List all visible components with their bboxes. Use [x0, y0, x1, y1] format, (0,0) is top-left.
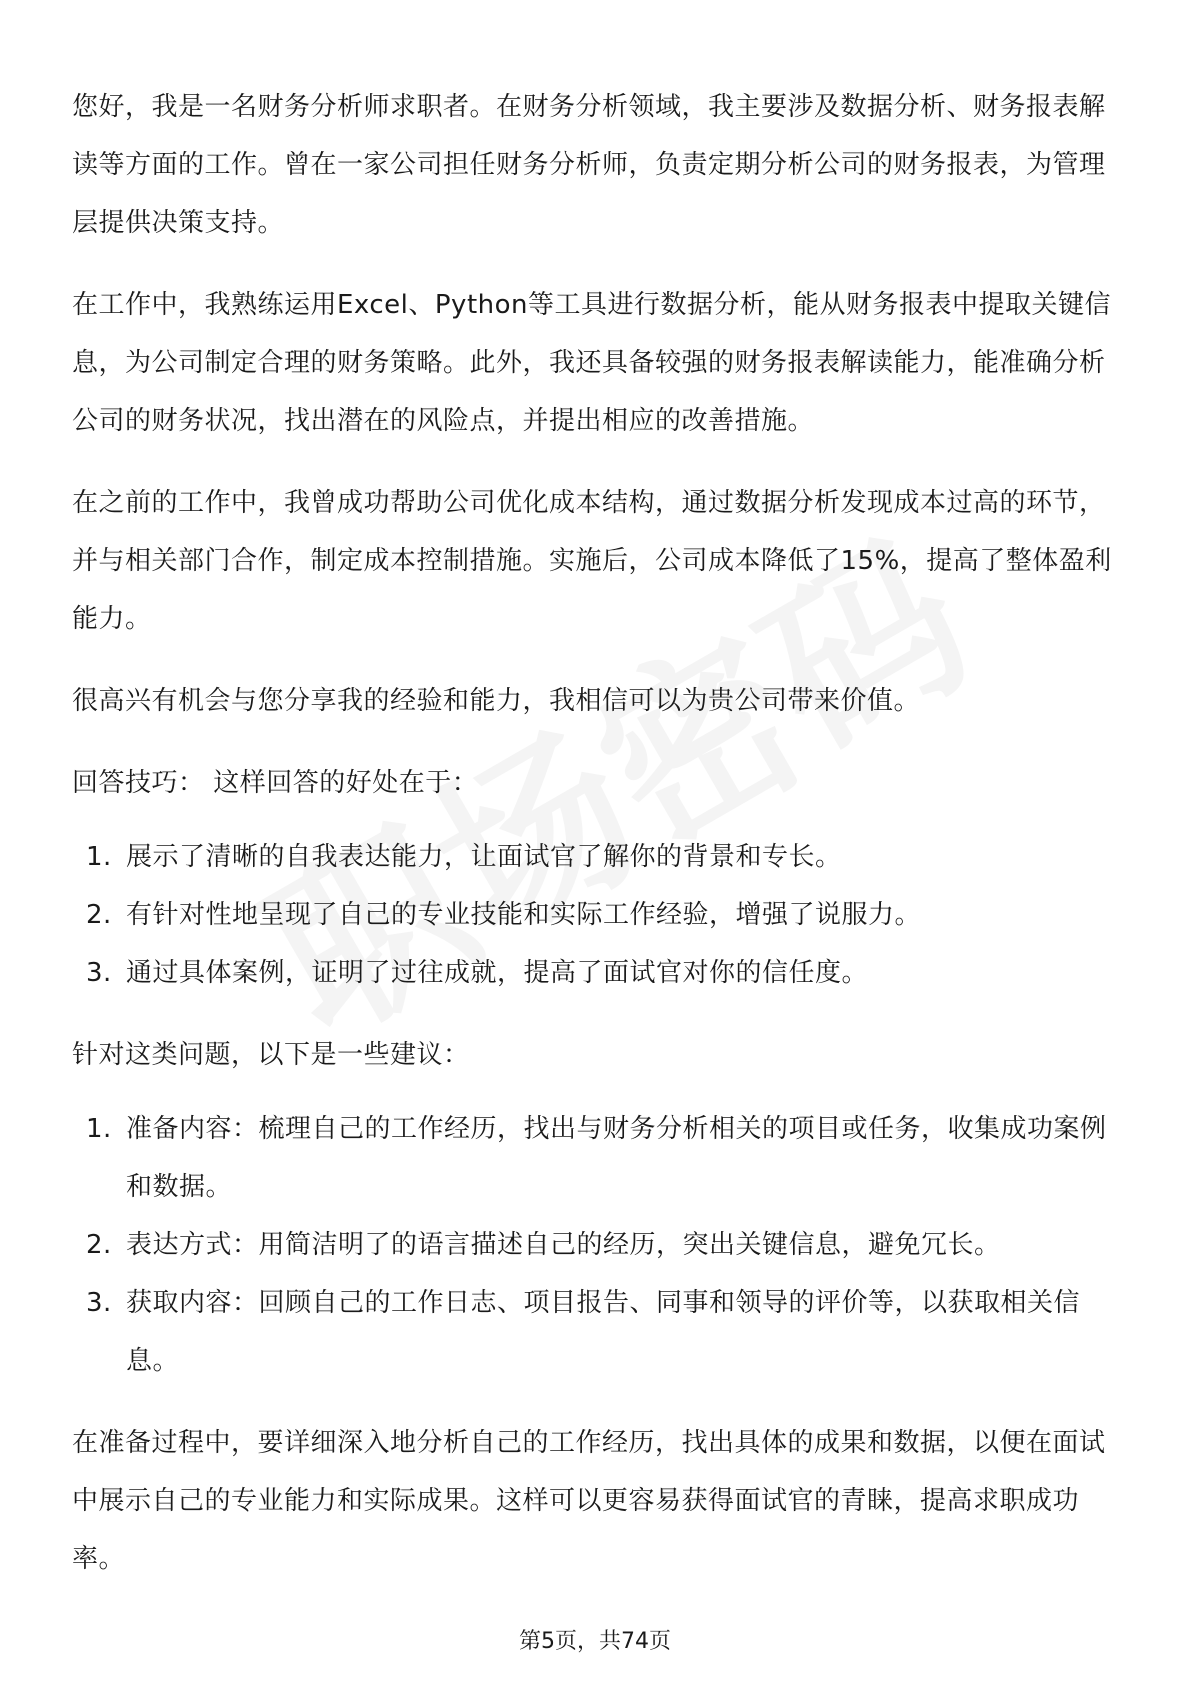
list-item: [72, 944, 1122, 1002]
page-number-footer: 第5页，共74页: [519, 1629, 671, 1654]
paragraph-intro-2: 在工作中，我熟练运用Excel、Python等工具进行数据分析，能从财务报表中提取关键信息，为公司制定合理的财务策略。此外，我还具备较强的财务报表解读能力，能准确分析公司的财务状况，找出潜在的风险点，并提出相应的改善措施。: [72, 290, 1111, 436]
list-item-number: 1.: [86, 842, 112, 872]
tips-list: [72, 828, 1122, 1002]
list-item-text: 表达方式：用简洁明了的语言描述自己的经历，突出关键信息，避免冗长。: [126, 1230, 1001, 1260]
list-item: [72, 828, 1122, 886]
list-item-text: 准备内容：梳理自己的工作经历，找出与财务分析相关的项目或任务，收集成功案例和数据。: [126, 1114, 1107, 1202]
list-item-text: 展示了清晰的自我表达能力，让面试官了解你的背景和专长。: [126, 842, 842, 872]
list-item: [72, 886, 1122, 944]
list-item: [72, 1100, 1122, 1216]
list-item-number: 1.: [86, 1114, 112, 1144]
advice-list: [72, 1100, 1122, 1390]
list-item-number: 2.: [86, 900, 112, 930]
list-item-number: 3.: [86, 958, 112, 988]
list-item-number: 2.: [86, 1230, 112, 1260]
advice-heading: 针对这类问题，以下是一些建议：: [72, 1040, 470, 1070]
list-item: [72, 1274, 1122, 1390]
document-body: [72, 78, 1122, 1612]
paragraph-intro-1: 您好，我是一名财务分析师求职者。在财务分析领域，我主要涉及数据分析、财务报表解读等方面的工作。曾在一家公司担任财务分析师，负责定期分析公司的财务报表，为管理层提供决策支持。: [72, 92, 1106, 238]
list-item-text: 通过具体案例，证明了过往成就，提高了面试官对你的信任度。: [126, 958, 869, 988]
list-item-number: 3.: [86, 1288, 112, 1318]
paragraph-closing: 在准备过程中，要详细深入地分析自己的工作经历，找出具体的成果和数据，以便在面试中展示自己的专业能力和实际成果。这样可以更容易获得面试官的青睐，提高求职成功率。: [72, 1428, 1106, 1574]
list-item: [72, 1216, 1122, 1274]
paragraph-intro-3: 在之前的工作中，我曾成功帮助公司优化成本结构，通过数据分析发现成本过高的环节，并与相关部门合作，制定成本控制措施。实施后，公司成本降低了15%，提高了整体盈利能力。: [72, 488, 1112, 634]
tips-heading: 回答技巧： 这样回答的好处在于：: [72, 768, 479, 798]
list-item-text: 有针对性地呈现了自己的专业技能和实际工作经验，增强了说服力。: [126, 900, 922, 930]
list-item-text: 获取内容：回顾自己的工作日志、项目报告、同事和领导的评价等，以获取相关信息。: [126, 1288, 1081, 1376]
paragraph-intro-4: 很高兴有机会与您分享我的经验和能力，我相信可以为贵公司带来价值。: [72, 686, 921, 716]
